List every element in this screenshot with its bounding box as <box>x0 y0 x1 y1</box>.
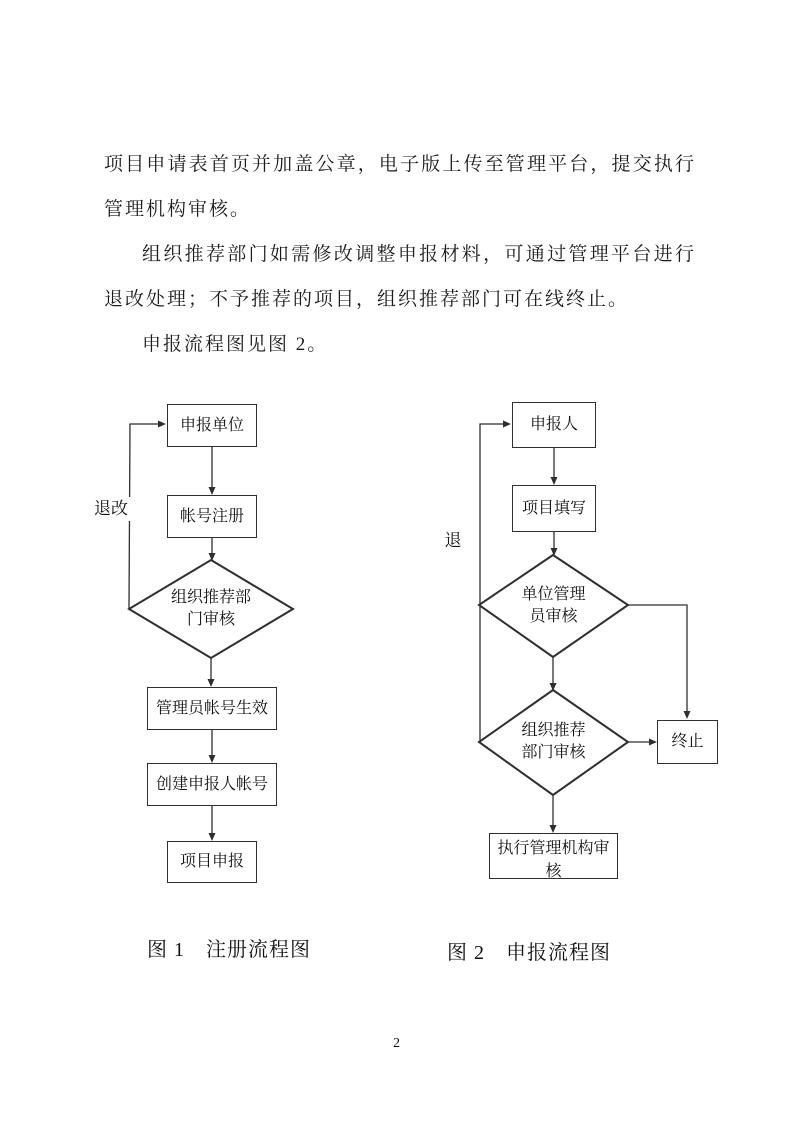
fc1-node-create-applicant-account-label: 创建申报人帐号 <box>155 775 268 793</box>
fc1-node-account-register-label: 帐号注册 <box>179 507 244 525</box>
fc2-node-project-fill <box>512 485 596 532</box>
fc1-feedback-label: 退改 <box>88 497 134 521</box>
fc2-node-terminate-label: 终止 <box>671 733 704 750</box>
fc2-node-exec-org-review <box>489 833 618 879</box>
fc1-node-admin-account-active-label: 管理员帐号生效 <box>155 699 268 717</box>
fc1-diamond-org-review-label: 组织推荐部门审核 <box>170 589 251 628</box>
fc2-diamond-org-review-label: 组织推荐部门审核 <box>521 722 586 761</box>
figure1-caption: 图 1 注册流程图 <box>147 939 311 961</box>
paragraph-2: 组织推荐部门如需修改调整申报材料，可通过管理平台进行退改处理；不予推荐的项目，组织推荐部门可在线终止。 <box>104 244 696 310</box>
paragraph-1: 项目申请表首页并加盖公章，电子版上传至管理平台，提交执行管理机构审核。 <box>104 154 696 220</box>
paragraph-3: 申报流程图见图 2。 <box>142 334 329 355</box>
fc1-node-project-apply-label: 项目申报 <box>179 853 244 870</box>
figure2-caption: 图 2 申报流程图 <box>447 942 611 964</box>
fc2-node-exec-org-review-label: 执行管理机构审核 <box>497 840 610 879</box>
page-number: 2 <box>393 1036 400 1051</box>
fc2-node-applicant <box>512 402 596 448</box>
fc1-node-applicant-unit-label: 申报单位 <box>179 416 244 434</box>
fc2-feedback-label: 退 <box>441 529 465 553</box>
fc2-node-applicant-label: 申报人 <box>529 416 578 433</box>
fc2-node-project-fill-label: 项目填写 <box>521 499 586 517</box>
fc2-node-terminate <box>657 720 718 764</box>
fc2-diamond-unit-admin-review-label: 单位管理员审核 <box>521 586 586 625</box>
